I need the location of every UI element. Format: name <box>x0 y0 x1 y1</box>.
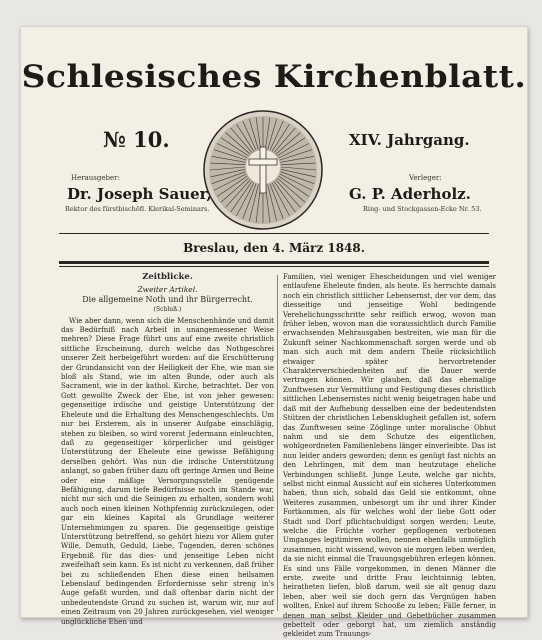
heavy-rule <box>59 261 489 264</box>
section-heading: Zeitblicke. <box>142 272 193 282</box>
cross-emblem <box>202 109 324 231</box>
article-text-col1: Wie aber dann, wenn sich die Menschenhände und damit das Bedürfniß nach Arbeit in unangemessener Weise mehren? Diese Frage führt uns auf eine zweite christlich sittliche Erscheinung, durch welche das Nothgeschrei unserer Zeit herbeigeführt worden: auf die Erschütterung der Grundansicht von der Heiligkeit der Ehe, wie man sie bloß als Stand, wie im alten Bunde, oder auch als Sacrament, wie in der kathol. Kirche, betrachtet. Der von Gott gewollte Zweck der Ehe, ist von jeher gewesen: gegenseitige irdische und geistige Unterstützung der Eheleute und die Erhaltung des Menschengeschlechts. Um nur bei Ersterem, als in unserer Aufgabe einschlägig, stehen zu bleiben, so wird vorerst Jedermann einleuchten, daß zu gegenseitiger körperlicher und geistiger Unterstützung der Eheleute eine gewisse Befähigung derselben gehört. Was nun die irdische Unterstützung anlangt, so gaben früher dazu oft geringe Armen und Beine oder eine mäßige Versorgungsstelle genügende Befähigung, darum tiefe Bedürfnisse noch im Stande war, nicht nur sich und die Seinigen zu erhalten, sondern wohl auch noch einen kleinen Nothpfennig zurückzulegen, oder gar ein kleines Kapital als Grundlage weiterer Unternehmungen zu sparen. Die gegenseitige geistige Unterstützung betreffend, so gehört hiezu vor Allem guter Wille, Demuth, Geduld, Liebe, Tugenden, deren schönes Ergebniß für das dies- und jenseitige Leben nicht zweifelhaft sein kann. Es ist nicht zu verkennen, daß früher bei zu schließenden Ehen diese einen heilsamen Lebenslauf bedingenden Erfordernisse sehr streng in's Auge gefaßt wurden, und daß oftenbar darin nicht der unbedeutendste Grund zu suchen ist, warum wir, nur auf einen Zeitraum von 20 Jahren zurückgesehen, viel weniger unglückliche Ehen und <box>61 316 274 626</box>
article-part: Zweiter Artikel. <box>137 285 198 295</box>
editor-title: Rektor des fürstbischöfl. Klerikal-Seminars. <box>65 205 210 213</box>
editor-name: Dr. Joseph Sauer, <box>67 185 212 203</box>
header-rule <box>59 233 489 234</box>
publisher-label: Verleger: <box>409 174 442 182</box>
editor-label: Herausgeber: <box>71 174 120 182</box>
column-divider <box>277 275 278 611</box>
newspaper-page <box>20 26 528 639</box>
article-column-right <box>283 273 496 640</box>
dateline: Breslau, den 4. März 1848. <box>183 241 365 255</box>
masthead-title: Schlesisches Kirchenblatt. <box>21 59 527 95</box>
issue-number: № 10. <box>103 127 170 152</box>
article-column-left <box>61 273 274 627</box>
article-note: (Schluß.) <box>153 306 182 314</box>
article-text-col2: Familien, viel weniger Ehescheidungen und viel weniger entlaufene Eheleute finden, als heute. Es herrschte damals noch ein christlich sittlicher Lebensernst, der vor dem, das diesseitige und jenseitige Wohl bedingende Verehelichungsschritte sehr reiflich erwog, wovon man früher leben, wovon man die voraussichtlich durch Familie erwachsenden Mehrausgaben bestreiten, wie man für die Zukunft seiner Nachkommenschaft sorgen werde und ob man sich auch mit dem andern Theile rücksichtlich etwaiger später hervortretender Charakterverschiedenheiten auf die Dauer werde vertragen können. Wir glauben, daß das ehemalige Zunftwesen zur Vermittlung und Festigung dieses christlich sittlichen Lebensernstes nicht wenig beigetragen habe und daß mit der Aufhebung desselben eine der bedeutendsten Stützen der christlichen Lebensklugheit gefallen ist, sofern das Zunftwesen seine Zöglinge unter moralische Obhut nahm und sie dem Schutze des eigentlichen, wohlgeordneten Familienlebens länger einverleibte. Das ist nun leider anders geworden; denn es genügt fast nichts an den Lehrlingen, mit dem man heutzutage eheliche Verbindungen schließt. Junge Leute, welche gar nichts, selbst nicht einmal Aussicht auf ein sicheres Unterkommen haben, thun sich, sobald das Geld sie entkommt, ohne Weiteres zusammen, unbesorgt um ihr und ihrer Kinder Fortkommen, als für welches wohl der liebe Gott oder Stadt und Dorf pflichtschuldigst sorgen werden; Leute, welche die Früchte vorher gepflogenen verbotenen Umganges legitimiren wollen, nennen ebenfalls unmöglich zusammen, nicht wissend, wovon sie morgen leben werden, da sie nicht einmal die Trauungsgebühren erlegen können. Es sind uns Fälle vorgekommen, in denen Männer die erste, zweite und dritte Frau leichtsinnig lebten, heiratheten liefen, bloß darum, weil sie alt genug dazu leben, aber weil sie doch gern das Vergnügen haben wollten, Enkel auf ihrem Schooße zu leben; Fälle ferner, in denen man selbst Kleider und Gebetbücher zusammen gebettelt oder geborgt hat, um ziemlich anständig gekleidet zum Trauungs- <box>283 273 496 639</box>
article-title: Die allgemeine Noth und ihr Bürgerrecht. <box>82 294 253 304</box>
publisher-name: G. P. Aderholz. <box>349 185 471 203</box>
publisher-address: Ring- und Stockgassen-Ecke Nr. 53. <box>363 205 482 213</box>
thin-rule <box>59 266 489 267</box>
volume-label: XIV. Jahrgang. <box>349 131 470 149</box>
